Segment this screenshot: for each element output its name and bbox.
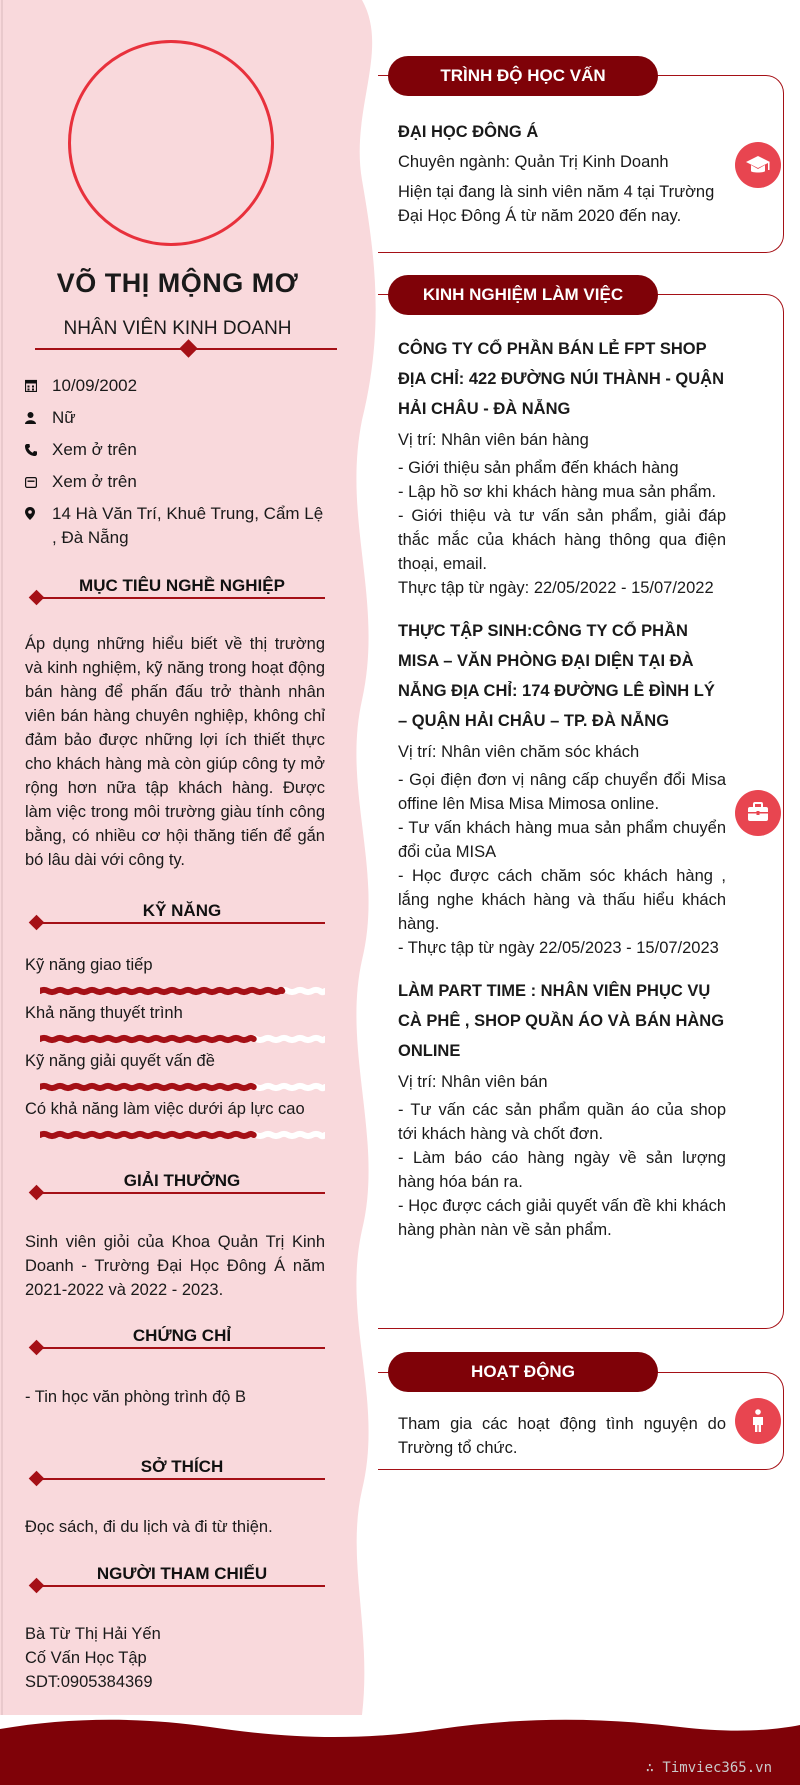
job-line: - Tư vấn các sản phẩm quần áo của shop tới khách hàng và chốt đơn. [398,1101,726,1143]
contact-address [25,502,325,550]
contact-birthdate-text: 10/09/2002 [52,376,138,395]
contact-gender-text: Nữ [52,408,76,427]
education-school: ĐẠI HỌC ĐÔNG Á [398,123,539,141]
skill-bar [40,985,325,997]
skill-label: Có khả năng làm việc dưới áp lực cao [25,1100,305,1118]
awards-heading [25,1171,325,1201]
job-line: Thực tập từ ngày: 22/05/2022 - 15/07/2022 [398,579,714,597]
skill-bar-fill [40,1134,254,1136]
contact-phone [25,438,325,464]
reference-line: Bà Từ Thị Hải Yến [25,1625,161,1643]
reference-line: Cố Vấn Học Tập [25,1649,147,1667]
education-heading: TRÌNH ĐỘ HỌC VẤN [388,56,658,96]
job-line: - Lập hồ sơ khi khách hàng mua sản phẩm. [398,483,717,501]
job-line: - Giới thiệu sản phẩm đến khách hàng [398,459,679,477]
references-list [25,1622,325,1694]
certificates-heading-text: CHỨNG CHỈ [132,1326,232,1345]
job-entry [398,334,726,600]
job-line: - Làm báo cáo hàng ngày về sản lượng hàng hóa bán ra. [398,1149,726,1191]
phone-icon [25,438,52,464]
contact-gender [25,406,325,432]
contact-address-text: 14 Hà Văn Trí, Khuê Trung, Cẩm Lệ , Đà Nẵng [52,504,324,547]
skill-label: Khả năng thuyết trình [25,1004,183,1022]
contact-info [25,374,325,556]
contact-email-text: Xem ở trên [52,472,137,491]
skill-bar-fill [40,1086,254,1088]
profile-photo [68,40,274,246]
job-line: - Học được cách giải quyết vấn đề khi khách hàng phàn nàn về sản phẩm. [398,1197,726,1239]
job-company: THỰC TẬP SINH:CÔNG TY CỔ PHẦN MISA – VĂN PHÒNG ĐẠI DIỆN TẠI ĐÀ NẴNG ĐỊA CHỈ: 174 ĐƯỜNG LÊ ĐÌNH LÝ – QUẬN HẢI CHÂU – TP. ĐÀ NẴNG [398,622,715,730]
skills-heading [25,901,325,931]
job-position: Vị trí: Nhân viên bán hàng [398,431,589,449]
job-line: - Gọi điện đơn vị nâng cấp chuyển đổi Misa offine lên Misa Misa Mimosa online. [398,771,726,813]
education-content [398,120,726,228]
job-line: - Giới thiệu và tư vấn sản phẩm, giải đáp thắc mắc của khách hàng thông qua điện thoại, email. [398,507,726,573]
skill-bar [40,1033,325,1045]
person-standing-icon [735,1398,781,1444]
references-heading-text: NGƯỜI THAM CHIẾU [96,1564,268,1583]
job-company: CÔNG TY CỔ PHẦN BÁN LẺ FPT SHOP ĐỊA CHỈ: 422 ĐƯỜNG NÚI THÀNH - QUẬN HẢI CHÂU - ĐÀ NẴNG [398,340,724,418]
skill-label: Kỹ năng giao tiếp [25,956,153,974]
candidate-name: VÕ THỊ MỘNG MƠ [56,268,299,298]
skill-label: Kỹ năng giải quyết vấn đề [25,1052,215,1070]
activities-text: Tham gia các hoạt động tình nguyện do Trường tổ chức. [398,1415,726,1457]
experience-list [398,334,726,1242]
contact-phone-text: Xem ở trên [52,440,137,459]
objective-heading [25,576,325,606]
title-divider-right [195,348,337,350]
certificates-text: - Tin học văn phòng trình độ B [25,1388,247,1406]
job-entry [398,616,726,960]
hobbies-heading [25,1457,325,1487]
watermark: ∴ Timviec365.vn [645,1760,772,1776]
activities-heading: HOẠT ĐỘNG [388,1352,658,1392]
contact-birthdate [25,374,325,400]
calendar-icon [25,374,52,400]
hobbies-text: Đọc sách, đi du lịch và đi từ thiện. [25,1518,273,1536]
job-company: LÀM PART TIME : NHÂN VIÊN PHỤC VỤ CÀ PHÊ , SHOP QUẦN ÁO VÀ BÁN HÀNG ONLINE [398,982,725,1060]
skill-bar-fill [40,990,282,992]
job-entry [398,976,726,1242]
skill-bar [40,1081,325,1093]
graduation-cap-icon [735,142,781,188]
skills-heading-text: KỸ NĂNG [142,901,222,920]
awards-text: Sinh viên giỏi của Khoa Quản Trị Kinh Doanh - Trường Đại Học Đông Á năm 2021-2022 và 2022 - 2023. [25,1233,325,1299]
education-detail: Hiện tại đang là sinh viên năm 4 tại Trường Đại Học Đông Á từ năm 2020 đến nay. [398,183,715,225]
objective-heading-text: MỤC TIÊU NGHỀ NGHIỆP [79,576,285,595]
experience-heading: KINH NGHIỆM LÀM VIỆC [388,275,658,315]
job-line: - Học được cách chăm sóc khách hàng , lắng nghe khách hàng và thấu hiểu khách hàng. [398,867,726,933]
briefcase-icon [735,790,781,836]
job-position: Vị trí: Nhân viên chăm sóc khách [398,743,640,761]
title-divider-left [35,348,183,350]
education-major: Chuyên ngành: Quản Trị Kinh Doanh [398,153,669,171]
job-line: - Thực tập từ ngày 22/05/2023 - 15/07/2023 [398,939,719,957]
hobbies-heading-text: SỞ THÍCH [140,1457,224,1476]
contact-email [25,470,325,496]
job-title: NHÂN VIÊN KINH DOANH [63,318,292,339]
job-position: Vị trí: Nhân viên bán [398,1073,548,1091]
objective-text: Áp dụng những hiểu biết về thị trường và kinh nghiệm, kỹ năng trong hoạt động bán hàng để phấn đấu trở thành nhân viên bán hàng chuyên nghiệp, không chỉ đảm bảo được những lợi ích thiết thực cho khách hàng mà còn giúp công ty mở rộng hơn nữa tập khách hàng. Được làm việc trong môi trường giàu tính công bằng, có nhiều cơ hội thăng tiến để gắn bó lâu dài với công ty. [25,635,325,869]
envelope-icon [25,470,52,496]
job-line: - Tư vấn khách hàng mua sản phẩm chuyển đổi của MISA [398,819,726,861]
skill-bar [40,1129,325,1141]
awards-heading-text: GIẢI THƯỞNG [123,1171,241,1190]
location-icon [25,502,52,528]
skill-bar-fill [40,1038,254,1040]
certificates-heading [25,1326,325,1356]
reference-line: SDT:0905384369 [25,1673,153,1691]
person-icon [25,406,52,432]
references-heading [25,1564,325,1594]
